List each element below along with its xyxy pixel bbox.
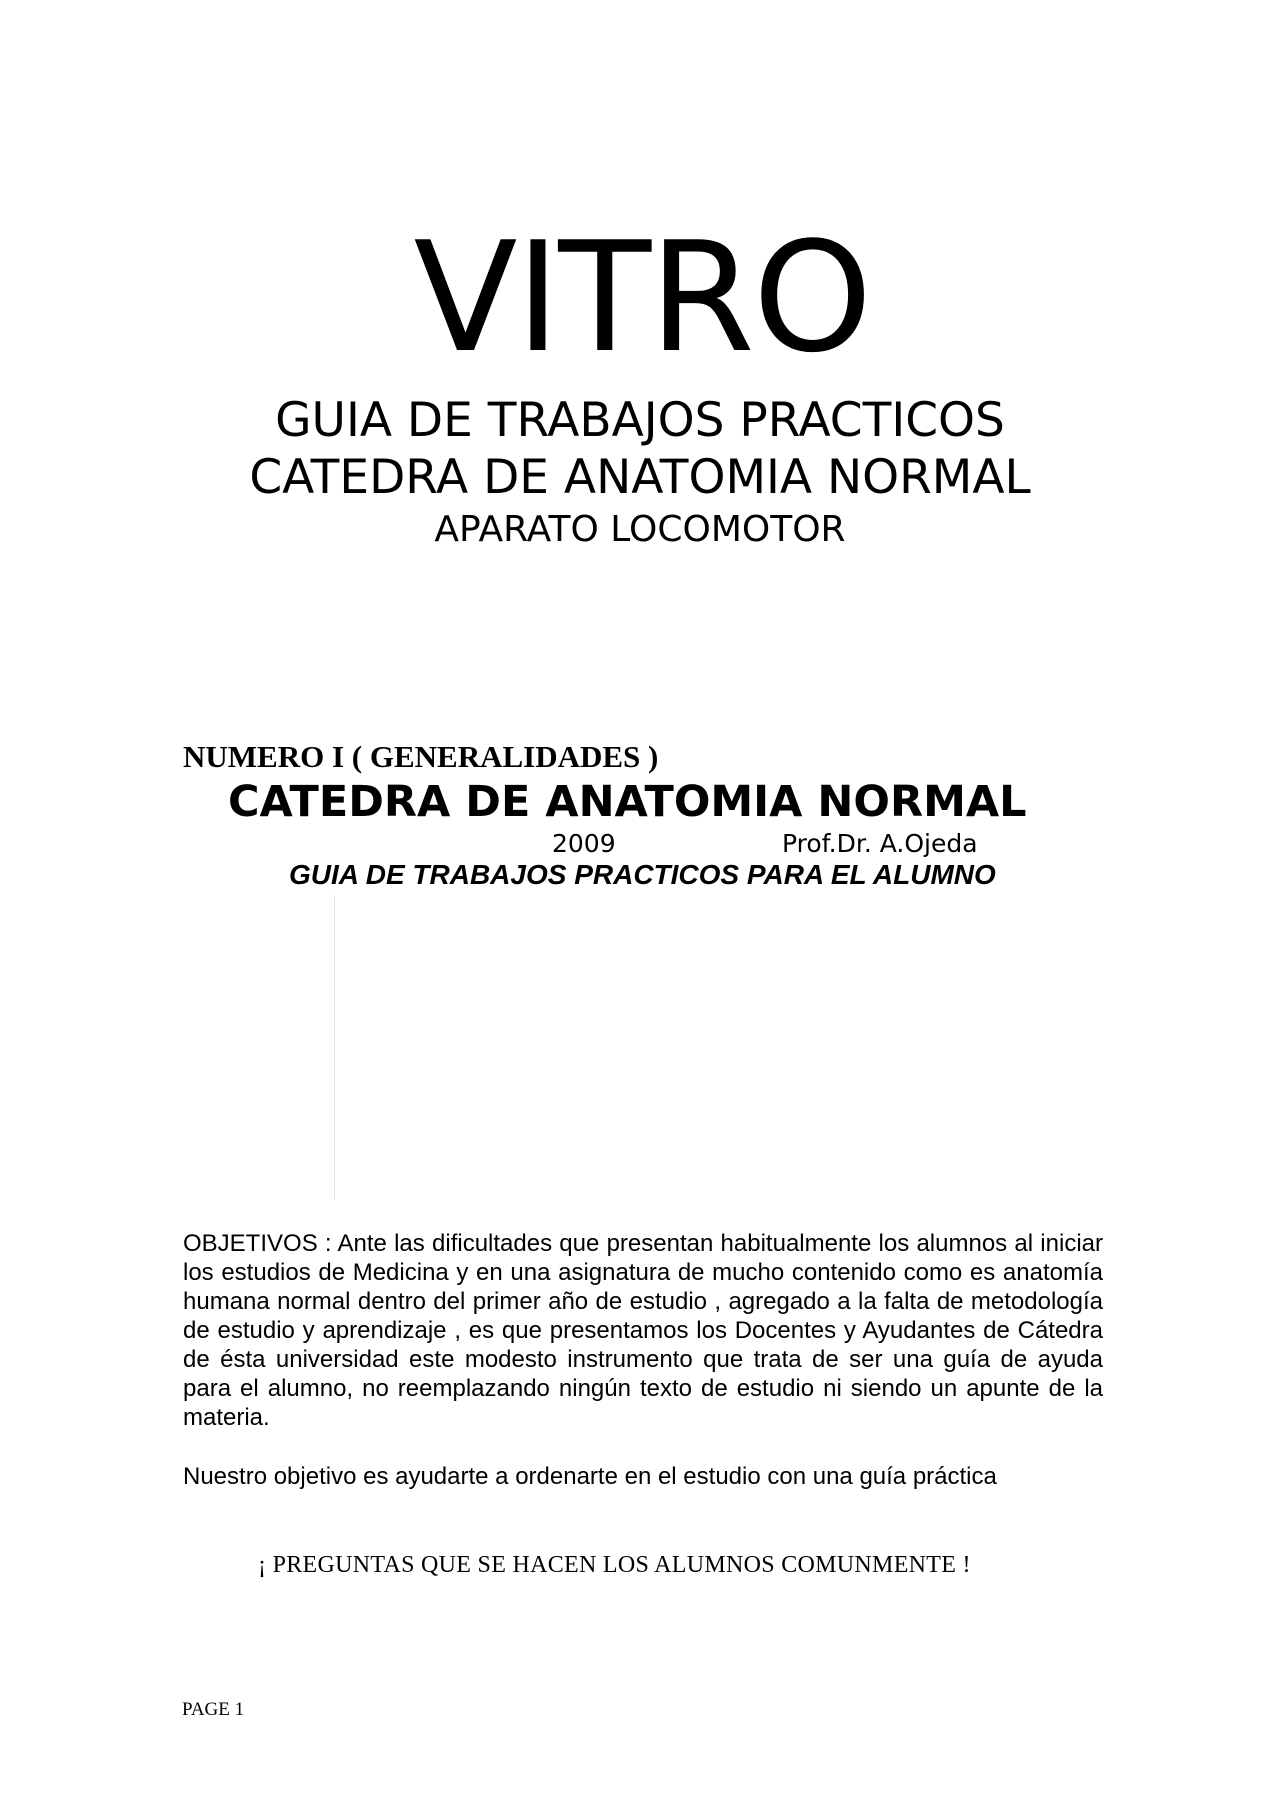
objetivos-text: : Ante las dificultades que presentan habitualmente los alumnos al iniciar los estudios de Medicina y en una asignatura de mucho contenido como es anatomía humana normal dentro del primer año de estudio , agregado a la falta de metodología de estudio y aprendizaje , es que presentamos los Docentes y Ayudantes de Cátedra de ésta universidad este modesto instrumento que trata de ser una guía de ayuda para el alumno, no reemplazando ningún texto de estudio ni siendo un apunte de la materia.: [183, 1230, 1103, 1431]
cover-subtitle-aparato: APARATO LOCOMOTOR: [434, 509, 846, 550]
objetivos-label: OBJETIVOS: [183, 1230, 318, 1257]
professor-label: Prof.Dr. A.Ojeda: [782, 829, 978, 858]
cover-title: VITRO: [413, 209, 871, 386]
vertical-divider: [334, 895, 335, 1200]
numero-heading: NUMERO I ( GENERALIDADES ): [183, 739, 659, 774]
year-label: 2009: [552, 829, 616, 858]
preguntas-heading: ¡ PREGUNTAS QUE SE HACEN LOS ALUMNOS COMUNMENTE !: [258, 1552, 971, 1578]
nuestro-paragraph: Nuestro objetivo es ayudarte a ordenarte en el estudio con una guía práctica: [183, 1463, 997, 1490]
page-number: PAGE 1: [182, 1699, 245, 1720]
cover-subtitle-catedra: CATEDRA DE ANATOMIA NORMAL: [249, 450, 1031, 505]
objetivos-paragraph: [183, 1229, 1103, 1432]
catedra-heading: CATEDRA DE ANATOMIA NORMAL: [228, 777, 1027, 827]
cover-subtitle-guia: GUIA DE TRABAJOS PRACTICOS: [275, 393, 1005, 448]
guide-title: GUIA DE TRABAJOS PRACTICOS PARA EL ALUMNO: [289, 859, 996, 890]
